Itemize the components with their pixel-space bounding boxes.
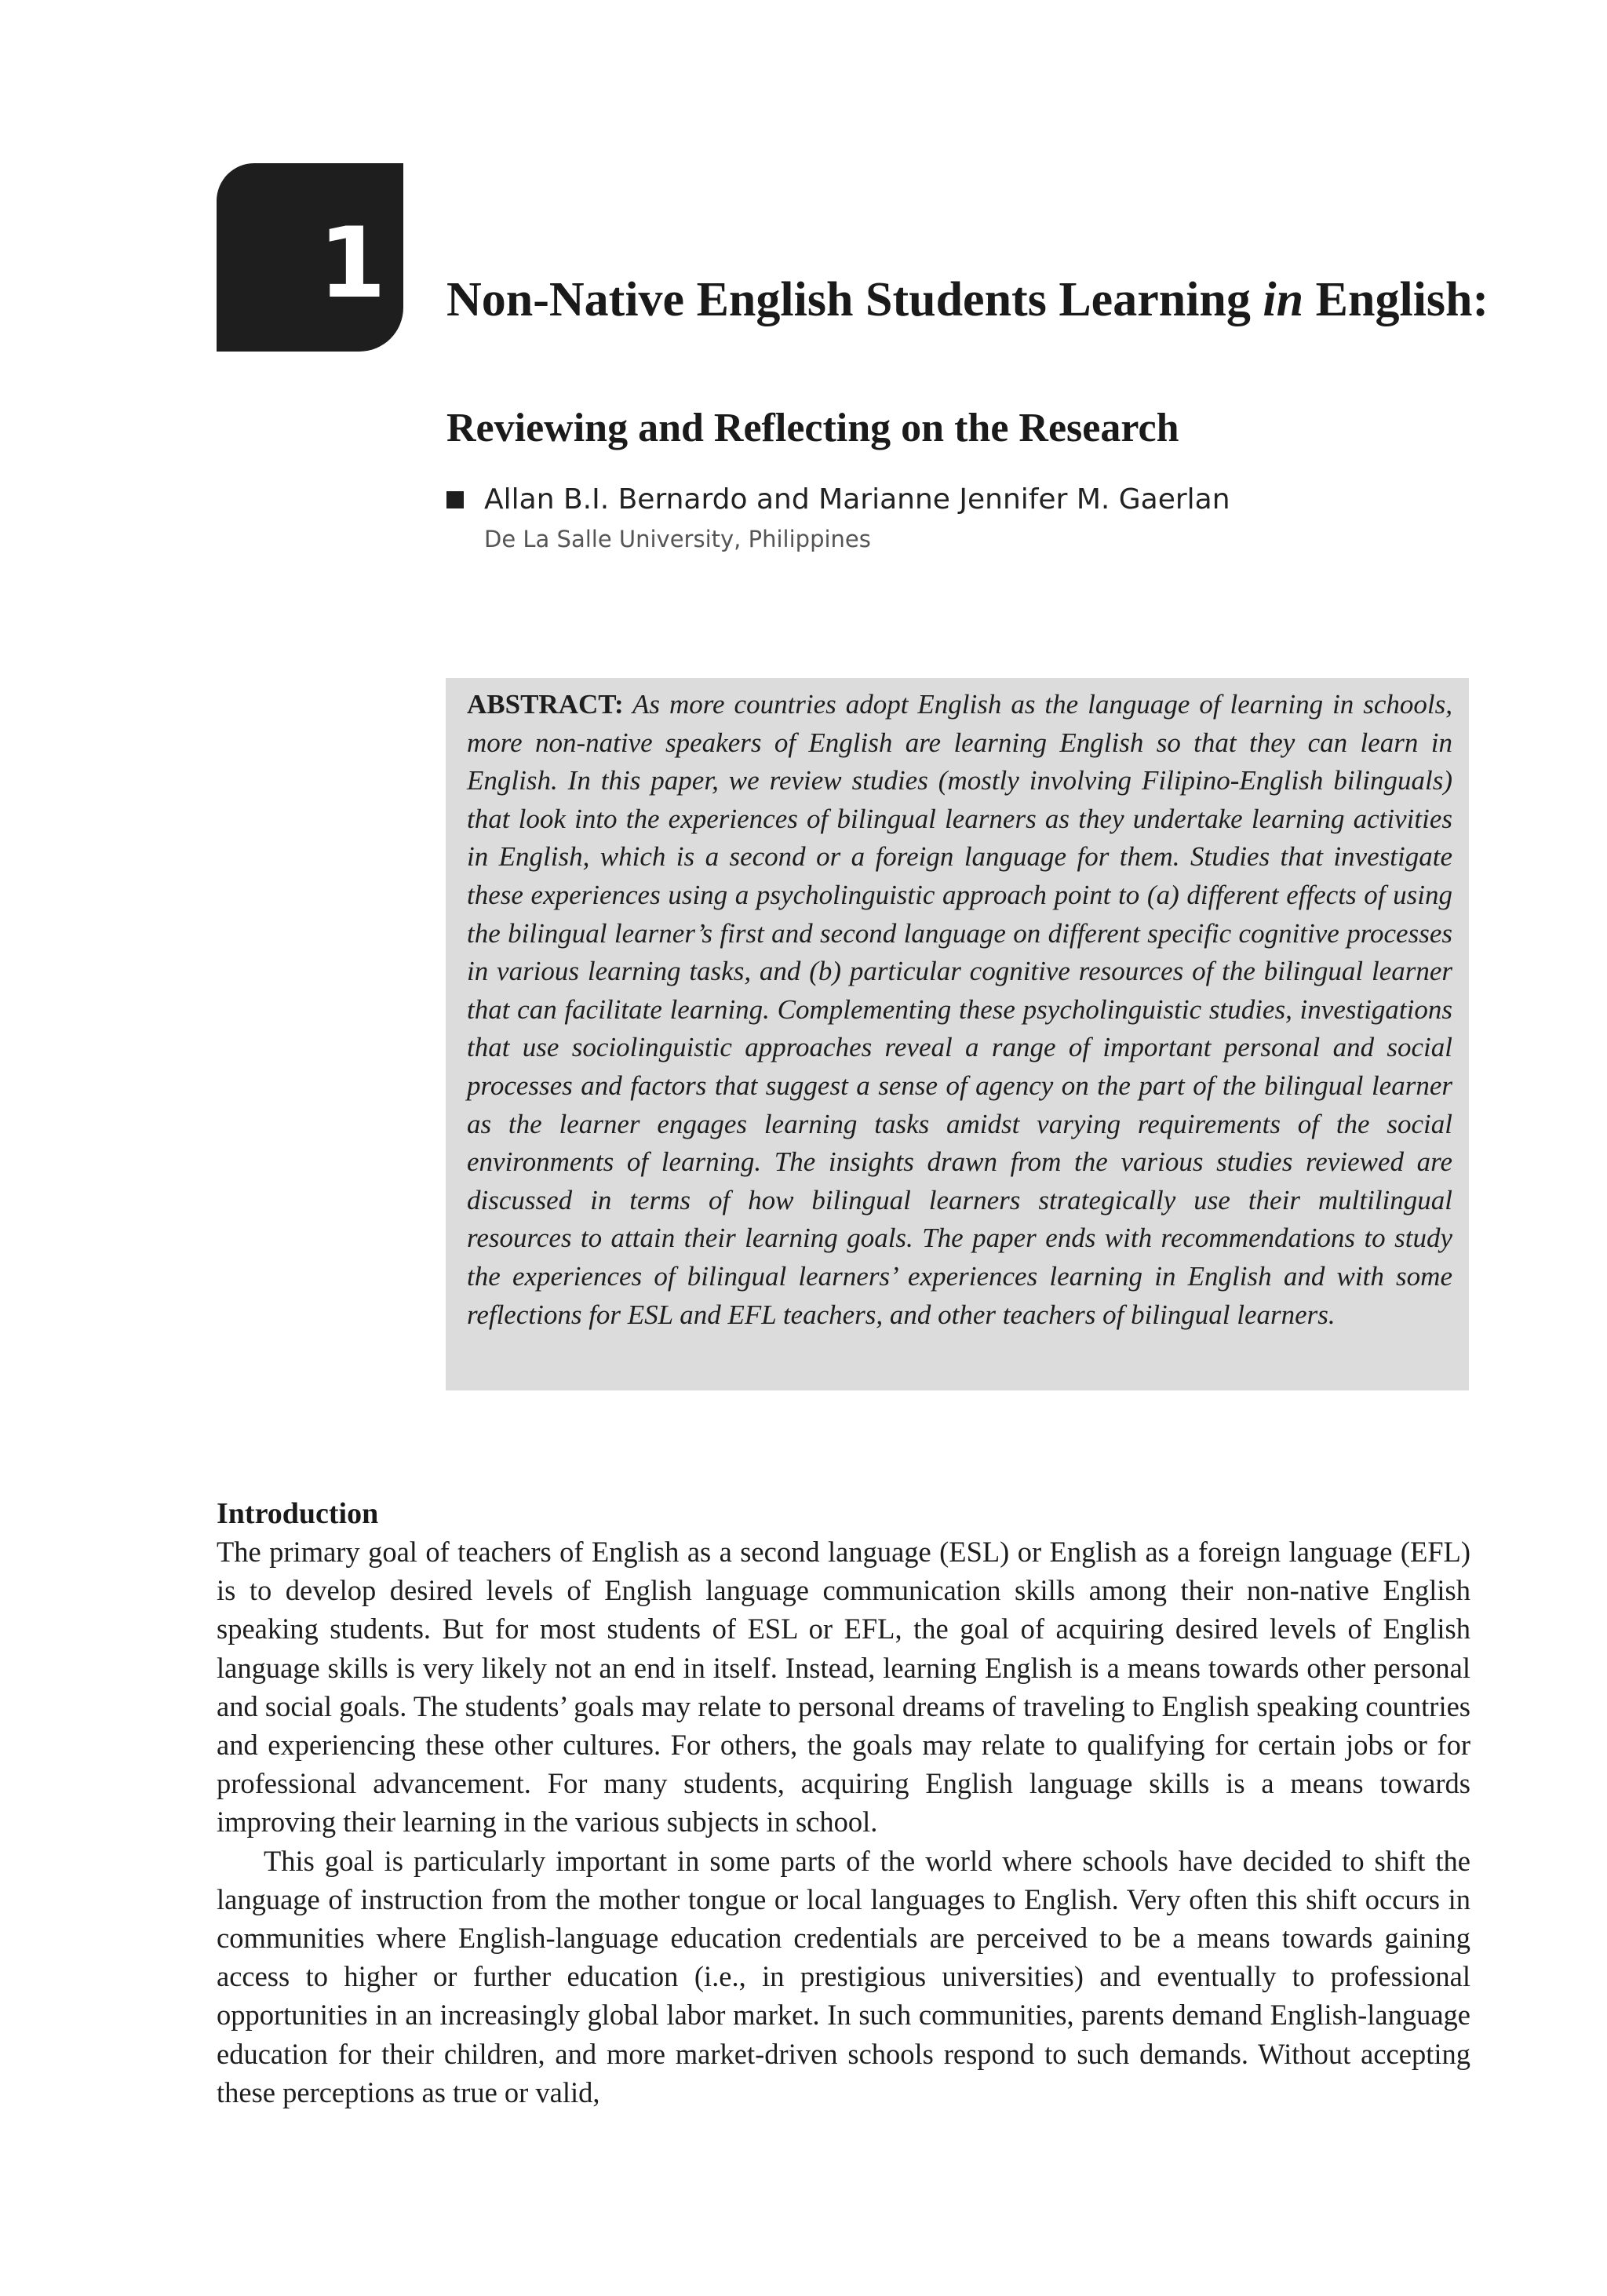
- title-text-part1: Non-Native English Students Learning: [446, 273, 1263, 326]
- title-text-italic: in: [1263, 273, 1304, 326]
- authors-row: [446, 481, 1230, 519]
- chapter-subtitle: Reviewing and Reflecting on the Research: [446, 406, 1179, 450]
- body-paragraph-2: This goal is particularly important in some parts of the world where schools have decided to shift the language of instruction from the mother tongue or local languages to English. Very often this shift occurs in communities where English-language education credentials are perceived to be a means towards gaining access to higher or further education (i.e., in prestigious universities) and eventually to professional opportunities in an increasingly global labor market. In such communities, parents demand English-language education for their children, and more market-driven schools respond to such demands. Without accepting these perceptions as true or valid,: [217, 1844, 1470, 2108]
- chapter-number: 1: [318, 207, 386, 320]
- author-names: Allan B.I. Bernardo and Marianne Jennifer M. Gaerlan: [484, 483, 1230, 516]
- chapter-title: [446, 272, 1490, 328]
- abstract-paragraph: [467, 686, 1452, 1334]
- title-text-part2: English:: [1303, 273, 1489, 326]
- abstract-box: [446, 678, 1469, 1390]
- introduction-body: [217, 1532, 1470, 2112]
- abstract-label: ABSTRACT:: [467, 689, 624, 720]
- author-affiliation: De La Salle University, Philippines: [484, 526, 871, 552]
- body-paragraph-1: The primary goal of teachers of English as a second language (ESL) or English as a foreign language (EFL) is to develop desired levels of English language communication skills among their non-native English speaking students. But for most students of ESL or EFL, the goal of acquiring desired levels of English language skills is very likely not an end in itself. Instead, learning English is a means towards other personal and social goals. The students’ goals may relate to personal dreams of traveling to English speaking countries and experiencing these other cultures. For others, the goals may relate to qualifying for certain jobs or for professional advancement. For many students, acquiring English language skills is a means towards improving their learning in the various subjects in school.: [217, 1536, 1470, 1839]
- abstract-body: As more countries adopt English as the language of learning in schools, more non-native speakers of English are learning English so that they can learn in English. In this paper, we review studies (mostly involving Filipino-English bilinguals) that look into the experiences of bilingual learners as they undertake learning activities in English, which is a second or a foreign language for them. Studies that investigate these experiences using a psycholinguistic approach point to (a) different effects of using the bilingual learner’s first and second language on different specific cognitive processes in various learning tasks, and (b) particular cognitive resources of the bilingual learner that can facilitate learning. Complementing these psycholinguistic studies, investigations that use sociolinguistic approaches reveal a range of important personal and social processes and factors that suggest a sense of agency on the part of the bilingual learner as the learner engages learning tasks amidst varying requirements of the social environments of learning. The insights drawn from the various studies reviewed are discussed in terms of how bilingual learners strategically use their multilingual resources to attain their learning goals. The paper ends with recommendations to study the experiences of bilingual learners’ experiences learning in English and with some reflections for ESL and EFL teachers, and other teachers of bilingual learners.: [467, 689, 1452, 1330]
- chapter-number-badge: [217, 163, 403, 352]
- section-heading-introduction: Introduction: [217, 1497, 379, 1530]
- square-bullet-icon: [446, 491, 464, 508]
